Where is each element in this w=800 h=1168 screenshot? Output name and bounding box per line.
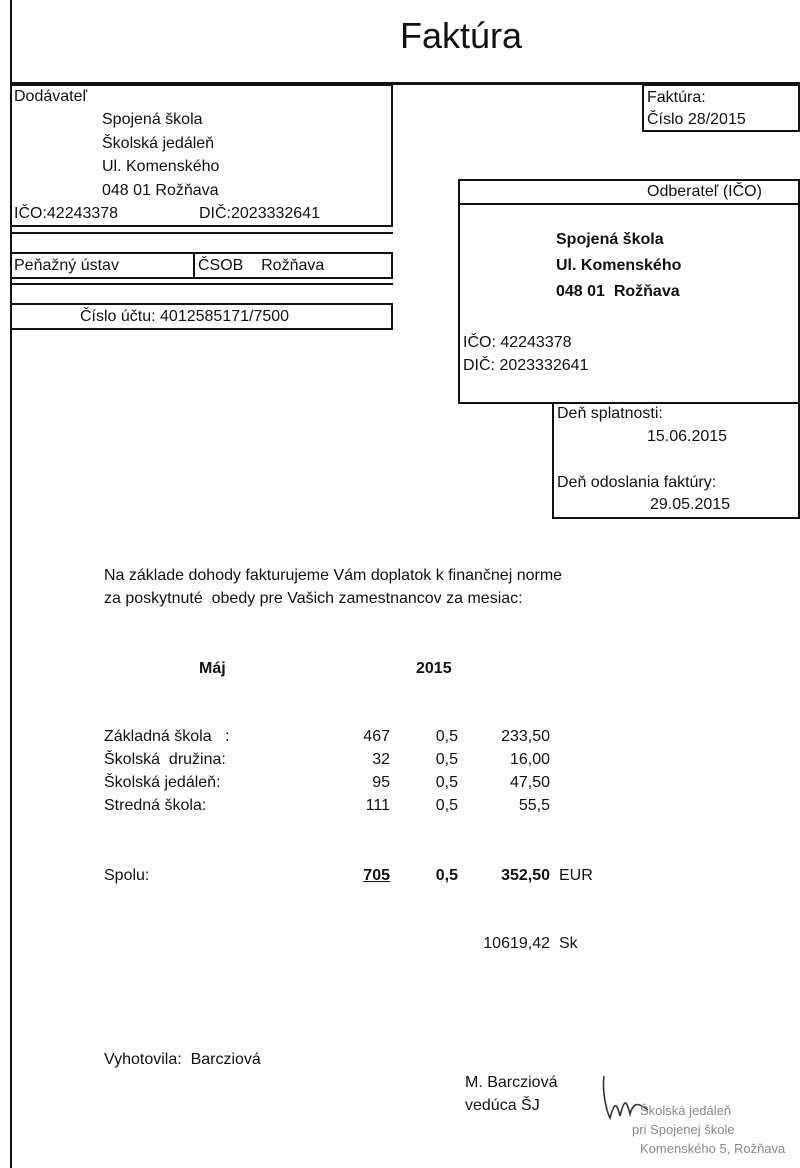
customer-line: 048 01 Rožňava <box>556 283 680 300</box>
stamp-line: Školská jedáleň <box>640 1103 732 1118</box>
item-count: 95 <box>372 774 390 791</box>
intro-line: za poskytnuté obedy pre Vašich zamestnancov za mesiac: <box>104 590 523 607</box>
customer-ico: IČO: 42243378 <box>463 334 572 351</box>
signer-role: vedúca ŠJ <box>465 1097 540 1114</box>
supplier-line: Školská jedáleň <box>102 135 215 152</box>
item-name: Stredná škola: <box>104 797 207 814</box>
due-date: 15.06.2015 <box>647 428 728 445</box>
item-amount: 47,50 <box>509 774 550 791</box>
item-amount: 55,5 <box>518 797 550 814</box>
total-count: 705 <box>363 867 390 884</box>
total-currency: EUR <box>559 867 593 884</box>
sent-date: 29.05.2015 <box>650 496 731 513</box>
item-amount: 233,50 <box>501 728 550 745</box>
item-name: Školská jedáleň: <box>104 774 221 791</box>
item-rate: 0,5 <box>435 797 458 814</box>
stamp-line: pri Spojenej škole <box>632 1122 735 1137</box>
supplier-ico: IČO:42243378 <box>14 205 119 222</box>
item-name: Školská družina: <box>104 751 226 768</box>
total-amount: 352,50 <box>501 867 550 884</box>
supplier-line: Spojená škola <box>102 111 203 128</box>
item-count: 111 <box>365 797 390 814</box>
account-number: Číslo účtu: 4012585171/7500 <box>80 308 290 325</box>
supplier-line: Ul. Komenského <box>102 158 220 175</box>
sent-date-label: Deň odoslania faktúry: <box>557 474 717 491</box>
invoice-label: Faktúra: <box>647 89 706 106</box>
prepared-by: Vyhotovila: Barcziová <box>104 1051 261 1068</box>
customer-label: Odberateľ (IČO) <box>647 183 762 200</box>
due-date-label: Deň splatnosti: <box>557 405 663 422</box>
sk-total-currency: Sk <box>559 935 578 952</box>
total-label: Spolu: <box>104 867 150 884</box>
item-name: Základná škola : <box>104 728 230 745</box>
intro-line: Na základe dohody fakturujeme Vám doplatok k finančnej norme <box>104 567 563 584</box>
customer-line: Spojená škola <box>556 231 664 248</box>
period-month: Máj <box>199 660 226 677</box>
divider <box>10 283 393 285</box>
item-rate: 0,5 <box>435 751 458 768</box>
bank-value: ČSOB Rožňava <box>198 257 325 274</box>
divider <box>10 232 393 234</box>
bank-label: Peňažný ústav <box>14 257 119 274</box>
item-rate: 0,5 <box>435 728 458 745</box>
supplier-line: 048 01 Rožňava <box>102 182 219 199</box>
customer-line: Ul. Komenského <box>556 257 682 274</box>
item-amount: 16,00 <box>509 751 550 768</box>
period-year: 2015 <box>416 660 452 677</box>
total-rate: 0,5 <box>435 867 458 884</box>
signer-name: M. Barcziová <box>465 1074 558 1091</box>
item-count: 467 <box>363 728 390 745</box>
supplier-label: Dodávateľ <box>14 88 88 105</box>
stamp-line: Komenského 5, Rožňava <box>640 1141 786 1156</box>
supplier-dic: DIČ:2023332641 <box>199 205 320 222</box>
item-rate: 0,5 <box>435 774 458 791</box>
sk-total-amount: 10619,42 <box>483 935 550 952</box>
customer-header-rule <box>458 203 800 205</box>
page-title: Faktúra <box>400 15 523 56</box>
invoice-number: Číslo 28/2015 <box>647 111 746 128</box>
item-count: 32 <box>372 751 390 768</box>
customer-dic: DIČ: 2023332641 <box>463 357 589 374</box>
